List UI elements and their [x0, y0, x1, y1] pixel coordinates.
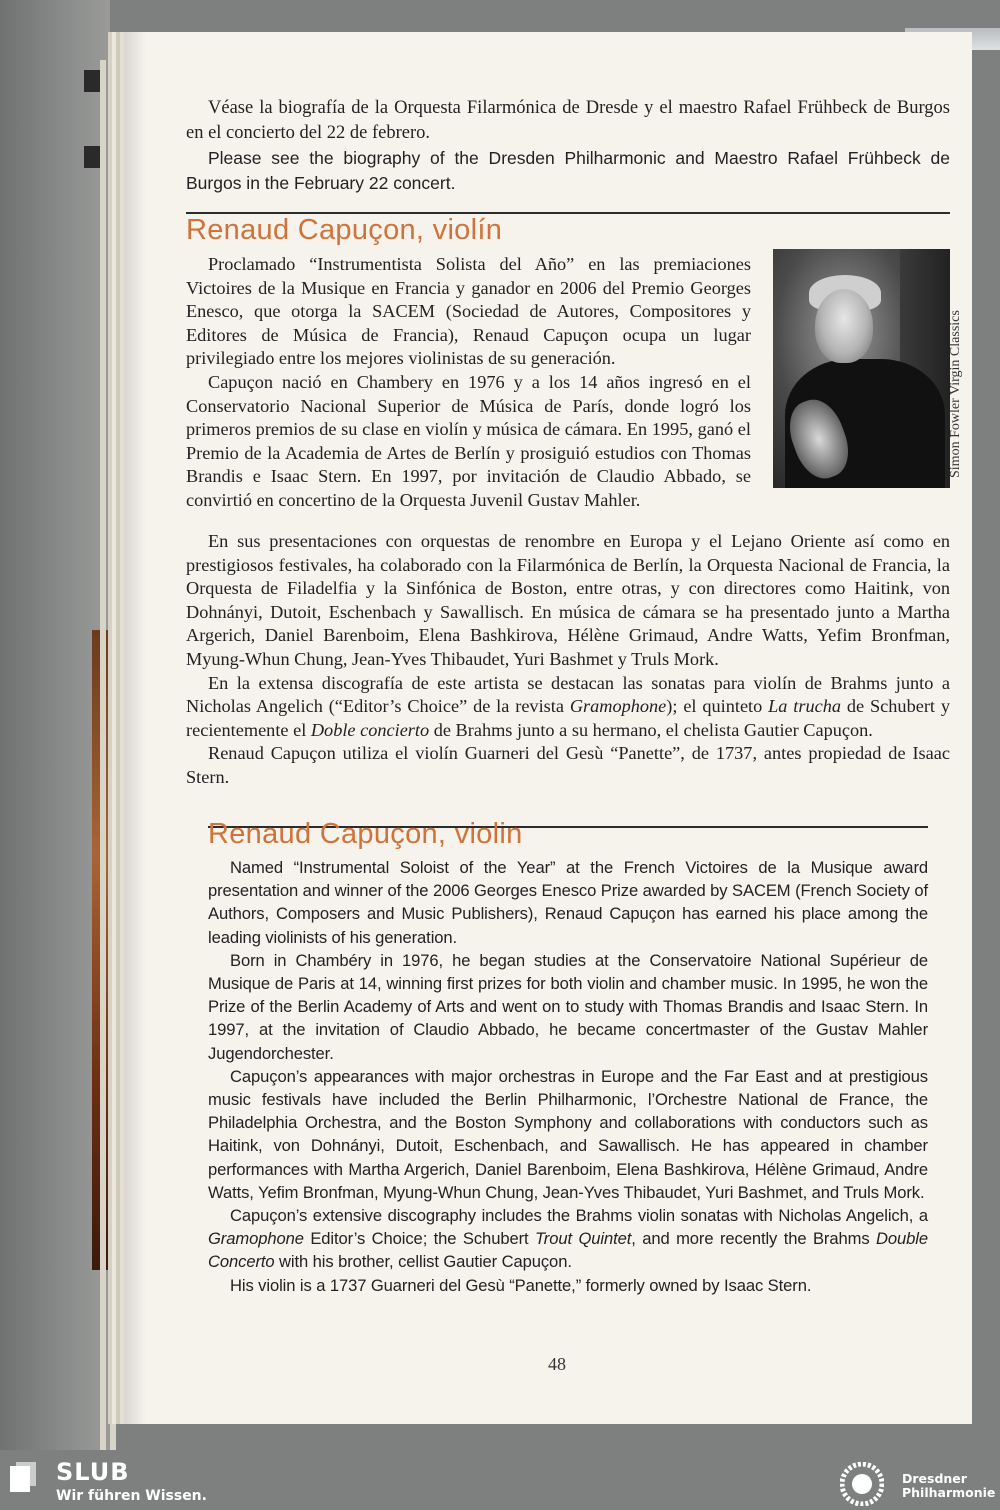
- spanish-paragraph-2: Capuçon nació en Chambery en 1976 y a los 14 años ingresó en el Conservatorio Nacional Superior de Música de París, donde logró los primeros premios de su clase en violín y música de cámara. En 1995, ganó el Premio de la Academia de Artes de Berlín y prosiguió estudios con Thomas Brandis e Isaac Stern. En 1997, por invitación de Claudio Abbado, se convirtió en concertino de la Orquesta Juvenil Gustav Mahler.: [186, 371, 751, 510]
- english-paragraph-5: His violin is a 1737 Guarneri del Gesù “Panette,” formerly owned by Isaac Stern.: [230, 1275, 812, 1295]
- english-paragraph-2: Born in Chambéry in 1976, he began studies at the Conservatoire National Supérieur de Musique de Paris at 14, winning first prizes for both violin and chamber music. In 1995, he won the Prize of the Berlin Academy of Arts and went on to study with Thomas Brandis and Isaac Stern. In 1997, at the invitation of Claudio Abbado, he became concertmaster of the Gustav Mahler Jugendorchester.: [208, 950, 928, 1063]
- spanish-heading: Renaud Capuçon, violín: [186, 214, 503, 246]
- artist-photo: [773, 249, 950, 488]
- english-paragraph-4: Capuçon’s extensive discography includes the Brahms violin sonatas with Nicholas Angelich, a Gramophone Editor’s Choice; the Schubert Trout Quintet, and more recently the Brahms Double Concerto with his brother, cellist Gautier Capuçon.: [208, 1206, 928, 1272]
- page-edge: [110, 60, 116, 1450]
- slub-tagline: Wir führen Wissen.: [56, 1488, 207, 1504]
- english-bio: [208, 856, 928, 1297]
- english-paragraph-3: Capuçon’s appearances with major orchestras in Europe and the Far East and at prestigious music festivals have included the Berlin Philharmonic, l’Orchestre National de France, the Philadelphia Orchestra, and the Boston Symphony and collaborations with conductors such as Haitink, von Dohnányi, Dutoit, Eschenbach, and Sawallisch. He has appeared in chamber performances with Martha Argerich, Daniel Barenboim, Elena Bashkirova, Hélène Grimaud, Andre Watts, Yefim Bronfman, Myung-Whun Chung, Jean-Yves Thibaudet, Yuri Bashmet, and Truls Mork.: [208, 1066, 928, 1202]
- english-paragraph-1: Named “Instrumental Soloist of the Year” at the French Victoires de la Musique award presentation and winner of the 2006 Georges Enesco Prize awarded by SACEM (French Society of Authors, Composers and Music Publishers), Renaud Capuçon has earned his place among the leading violinists of his generation.: [208, 858, 928, 947]
- spanish-bio-wide: [186, 530, 950, 790]
- partner-name[interactable]: [902, 1472, 995, 1500]
- intro-section: [186, 96, 950, 196]
- page-edge: [100, 60, 106, 1450]
- spanish-paragraph-1: Proclamado “Instrumentista Solista del Año” en las premiaciones Victoires de la Musique en Francia y ganador en 2006 del Premio Georges Enesco, que otorga la SACEM (Sociedad de Autores, Compositores y Editores de Música de Francia), Renaud Capuçon ocupa un lugar privilegiado entre los mejores violinistas de su generación.: [186, 254, 751, 369]
- partner-name-line2: Philharmonie: [902, 1485, 996, 1500]
- spanish-paragraph-3: En sus presentaciones con orquestas de renombre en Europa y el Lejano Oriente así como en prestigiosos festivales, ha colaborado con la Filarmónica de Berlín, la Orquesta Nacional de Francia, la Orquesta de Filadelfia y la Sinfónica de Boston, entre otras, y con directores como Haitink, von Dohnányi, Dutoit, Eschenbach y Sawallisch. En música de cámara se ha presentado junto a Martha Argerich, Daniel Barenboim, Elena Bashkirova, Hélène Grimaud, Andre Watts, Yefim Bronfman, Myung-Whun Chung, Jean-Yves Thibaudet, Yuri Bashmet y Truls Mork.: [186, 531, 950, 669]
- page-number: 48: [548, 1354, 566, 1374]
- dresdner-philharmonie-logo-icon[interactable]: [840, 1462, 884, 1506]
- intro-spanish: Véase la biografía de la Orquesta Filarmónica de Dresde y el maestro Rafael Frühbeck de Burgos en el concierto del 22 de febrero.: [186, 98, 950, 143]
- spanish-bio-narrow: [186, 253, 751, 513]
- spanish-paragraph-4: En la extensa discografía de este artista se destacan las sonatas para violín de Brahms junto a Nicholas Angelich (“Editor’s Choice” de la revista Gramophone); el quinteto La trucha de Schubert y recientemente el Doble concierto de Brahms junto a su hermano, el chelista Gautier Capuçon.: [186, 672, 950, 740]
- slub-name[interactable]: SLUB: [56, 1458, 130, 1486]
- photo-face: [815, 289, 873, 363]
- english-heading: Renaud Capuçon, violin: [208, 818, 523, 850]
- spanish-paragraph-5: Renaud Capuçon utiliza el violín Guarneri del Gesù “Panette”, de 1737, antes propiedad de Isaac Stern.: [186, 743, 950, 787]
- photo-credit: Simon Fowler Virgin Classics: [948, 310, 963, 478]
- intro-english: Please see the biography of the Dresden Philharmonic and Maestro Rafael Frühbeck de Burgos in the February 22 concert.: [186, 148, 950, 193]
- slub-logo-icon[interactable]: [10, 1462, 36, 1492]
- partner-name-line1: Dresdner: [902, 1471, 967, 1486]
- gutter-shadow: [124, 32, 146, 1424]
